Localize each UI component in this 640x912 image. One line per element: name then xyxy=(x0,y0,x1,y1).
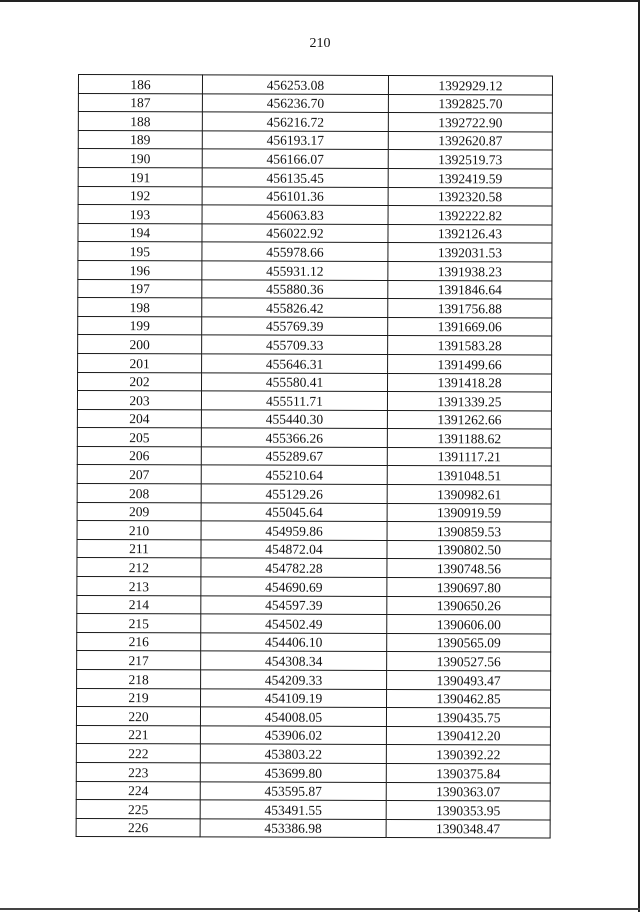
y-coordinate-cell: 1391669.06 xyxy=(388,317,552,336)
point-number-cell: 212 xyxy=(77,558,201,577)
table-row xyxy=(77,391,551,411)
table-row xyxy=(78,298,552,318)
x-coordinate-cell: 454308.34 xyxy=(201,651,387,670)
table-row xyxy=(77,521,551,541)
table-row xyxy=(76,725,550,745)
y-coordinate-cell: 1392620.87 xyxy=(388,131,552,150)
table-row xyxy=(77,595,551,615)
table-row xyxy=(77,558,551,578)
x-coordinate-cell: 455978.66 xyxy=(202,242,388,261)
table-row xyxy=(78,205,552,225)
x-coordinate-cell: 455931.12 xyxy=(202,261,388,280)
y-coordinate-cell: 1391188.62 xyxy=(387,429,551,448)
x-coordinate-cell: 454690.69 xyxy=(201,577,387,596)
point-number-cell: 210 xyxy=(77,521,201,540)
x-coordinate-cell: 456216.72 xyxy=(202,112,388,131)
y-coordinate-cell: 1390606.00 xyxy=(387,615,551,634)
point-number-cell: 221 xyxy=(76,725,200,744)
point-number-cell: 218 xyxy=(77,669,201,688)
x-coordinate-cell: 454008.05 xyxy=(200,707,386,726)
table-row xyxy=(78,353,552,373)
x-coordinate-cell: 454406.10 xyxy=(201,633,387,652)
y-coordinate-cell: 1390859.53 xyxy=(387,522,551,541)
point-number-cell: 198 xyxy=(78,298,202,317)
table-row xyxy=(77,614,551,634)
y-coordinate-cell: 1390462.85 xyxy=(387,689,551,708)
y-coordinate-cell: 1391418.28 xyxy=(388,373,552,392)
point-number-cell: 193 xyxy=(78,205,202,224)
x-coordinate-cell: 455289.67 xyxy=(201,447,387,466)
x-coordinate-cell: 456193.17 xyxy=(202,131,388,150)
x-coordinate-cell: 455880.36 xyxy=(202,279,388,298)
table-row xyxy=(78,167,552,187)
table-row xyxy=(78,112,552,132)
x-coordinate-cell: 455440.30 xyxy=(201,410,387,429)
table-row xyxy=(77,669,551,689)
x-coordinate-cell: 453491.55 xyxy=(200,800,386,819)
y-coordinate-cell: 1390392.22 xyxy=(386,745,550,764)
table-row xyxy=(77,446,551,466)
x-coordinate-cell: 454959.86 xyxy=(201,521,387,540)
coordinates-table-body xyxy=(76,75,552,839)
x-coordinate-cell: 455769.39 xyxy=(202,317,388,336)
table-row xyxy=(77,688,551,708)
y-coordinate-cell: 1391583.28 xyxy=(388,336,552,355)
point-number-cell: 223 xyxy=(76,762,200,781)
point-number-cell: 203 xyxy=(77,391,201,410)
point-number-cell: 220 xyxy=(76,707,200,726)
y-coordinate-cell: 1392126.43 xyxy=(388,224,552,243)
table-row xyxy=(76,818,550,838)
y-coordinate-cell: 1390697.80 xyxy=(387,578,551,597)
y-coordinate-cell: 1390982.61 xyxy=(387,485,551,504)
table-row xyxy=(78,260,552,280)
y-coordinate-cell: 1391048.51 xyxy=(387,466,551,485)
point-number-cell: 206 xyxy=(77,446,201,465)
table-row xyxy=(76,707,550,727)
point-number-cell: 215 xyxy=(77,614,201,633)
table-row xyxy=(78,223,552,243)
y-coordinate-cell: 1390748.56 xyxy=(387,559,551,578)
scan-edge-bottom xyxy=(0,908,640,910)
x-coordinate-cell: 455511.71 xyxy=(201,391,387,410)
table-row xyxy=(77,428,551,448)
y-coordinate-cell: 1391262.66 xyxy=(387,410,551,429)
point-number-cell: 216 xyxy=(77,632,201,651)
table-row xyxy=(78,279,552,299)
coordinates-table xyxy=(76,74,553,839)
y-coordinate-cell: 1390353.95 xyxy=(386,801,550,820)
y-coordinate-cell: 1390412.20 xyxy=(386,726,550,745)
point-number-cell: 217 xyxy=(77,651,201,670)
point-number-cell: 209 xyxy=(77,502,201,521)
x-coordinate-cell: 456063.83 xyxy=(202,205,388,224)
point-number-cell: 205 xyxy=(77,428,201,447)
point-number-cell: 222 xyxy=(76,744,200,763)
y-coordinate-cell: 1391756.88 xyxy=(388,299,552,318)
y-coordinate-cell: 1392929.12 xyxy=(388,75,552,94)
x-coordinate-cell: 455366.26 xyxy=(201,428,387,447)
y-coordinate-cell: 1390527.56 xyxy=(387,652,551,671)
point-number-cell: 190 xyxy=(78,149,202,168)
x-coordinate-cell: 454872.04 xyxy=(201,540,387,559)
x-coordinate-cell: 454597.39 xyxy=(201,596,387,615)
x-coordinate-cell: 453386.98 xyxy=(200,819,386,838)
x-coordinate-cell: 456135.45 xyxy=(202,168,388,187)
x-coordinate-cell: 454782.28 xyxy=(201,558,387,577)
y-coordinate-cell: 1392419.59 xyxy=(388,168,552,187)
table-row xyxy=(77,651,551,671)
point-number-cell: 207 xyxy=(77,465,201,484)
point-number-cell: 192 xyxy=(78,186,202,205)
table-row xyxy=(77,577,551,597)
point-number-cell: 194 xyxy=(78,223,202,242)
y-coordinate-cell: 1390375.84 xyxy=(386,763,550,782)
table-row xyxy=(78,316,552,336)
point-number-cell: 189 xyxy=(78,130,202,149)
table-row xyxy=(78,130,552,150)
table-row xyxy=(78,186,552,206)
point-number-cell: 186 xyxy=(78,75,202,94)
point-number-cell: 224 xyxy=(76,781,200,800)
y-coordinate-cell: 1391117.21 xyxy=(387,447,551,466)
point-number-cell: 214 xyxy=(77,595,201,614)
point-number-cell: 199 xyxy=(78,316,202,335)
point-number-cell: 200 xyxy=(78,335,202,354)
y-coordinate-cell: 1390802.50 xyxy=(387,540,551,559)
table-row xyxy=(78,242,552,262)
point-number-cell: 195 xyxy=(78,242,202,261)
point-number-cell: 191 xyxy=(78,167,202,186)
x-coordinate-cell: 455210.64 xyxy=(201,465,387,484)
point-number-cell: 213 xyxy=(77,577,201,596)
y-coordinate-cell: 1391846.64 xyxy=(388,280,552,299)
x-coordinate-cell: 455826.42 xyxy=(202,298,388,317)
point-number-cell: 211 xyxy=(77,539,201,558)
y-coordinate-cell: 1391339.25 xyxy=(387,392,551,411)
table-row xyxy=(76,800,550,820)
point-number-cell: 197 xyxy=(78,279,202,298)
y-coordinate-cell: 1391499.66 xyxy=(388,354,552,373)
point-number-cell: 187 xyxy=(78,93,202,112)
point-number-cell: 208 xyxy=(77,484,201,503)
scan-edge-top xyxy=(0,0,640,2)
table-row xyxy=(76,781,550,801)
point-number-cell: 219 xyxy=(77,688,201,707)
table-row xyxy=(76,744,550,764)
point-number-cell: 225 xyxy=(76,800,200,819)
table-row xyxy=(77,409,551,429)
x-coordinate-cell: 455129.26 xyxy=(201,484,387,503)
y-coordinate-cell: 1392519.73 xyxy=(388,150,552,169)
x-coordinate-cell: 455045.64 xyxy=(201,503,387,522)
x-coordinate-cell: 456101.36 xyxy=(202,186,388,205)
x-coordinate-cell: 455580.41 xyxy=(202,372,388,391)
x-coordinate-cell: 454109.19 xyxy=(201,688,387,707)
table-row xyxy=(77,484,551,504)
table-row xyxy=(76,762,550,782)
table-row xyxy=(78,372,552,392)
y-coordinate-cell: 1390565.09 xyxy=(387,633,551,652)
x-coordinate-cell: 456253.08 xyxy=(202,75,388,94)
table-row xyxy=(78,149,552,169)
y-coordinate-cell: 1392722.90 xyxy=(388,113,552,132)
point-number-cell: 226 xyxy=(76,818,200,837)
table-row xyxy=(78,93,552,113)
y-coordinate-cell: 1392320.58 xyxy=(388,187,552,206)
x-coordinate-cell: 454209.33 xyxy=(201,670,387,689)
page-number: 210 xyxy=(309,36,331,51)
x-coordinate-cell: 453699.80 xyxy=(200,763,386,782)
point-number-cell: 188 xyxy=(78,112,202,131)
x-coordinate-cell: 453595.87 xyxy=(200,781,386,800)
x-coordinate-cell: 456022.92 xyxy=(202,224,388,243)
point-number-cell: 204 xyxy=(77,409,201,428)
y-coordinate-cell: 1390348.47 xyxy=(386,819,550,838)
x-coordinate-cell: 456236.70 xyxy=(202,93,388,112)
x-coordinate-cell: 453906.02 xyxy=(200,726,386,745)
x-coordinate-cell: 453803.22 xyxy=(200,744,386,763)
y-coordinate-cell: 1390919.59 xyxy=(387,503,551,522)
point-number-cell: 196 xyxy=(78,260,202,279)
x-coordinate-cell: 456166.07 xyxy=(202,149,388,168)
table-row xyxy=(77,632,551,652)
y-coordinate-cell: 1392031.53 xyxy=(388,243,552,262)
y-coordinate-cell: 1390435.75 xyxy=(386,708,550,727)
y-coordinate-cell: 1390650.26 xyxy=(387,596,551,615)
point-number-cell: 201 xyxy=(78,353,202,372)
table-row xyxy=(77,502,551,522)
x-coordinate-cell: 455709.33 xyxy=(202,335,388,354)
table-row xyxy=(78,75,552,95)
y-coordinate-cell: 1392825.70 xyxy=(388,94,552,113)
table-row xyxy=(77,539,551,559)
y-coordinate-cell: 1390493.47 xyxy=(387,670,551,689)
y-coordinate-cell: 1392222.82 xyxy=(388,206,552,225)
y-coordinate-cell: 1390363.07 xyxy=(386,782,550,801)
x-coordinate-cell: 455646.31 xyxy=(202,354,388,373)
table-row xyxy=(77,465,551,485)
y-coordinate-cell: 1391938.23 xyxy=(388,261,552,280)
table-row xyxy=(78,335,552,355)
x-coordinate-cell: 454502.49 xyxy=(201,614,387,633)
point-number-cell: 202 xyxy=(78,372,202,391)
